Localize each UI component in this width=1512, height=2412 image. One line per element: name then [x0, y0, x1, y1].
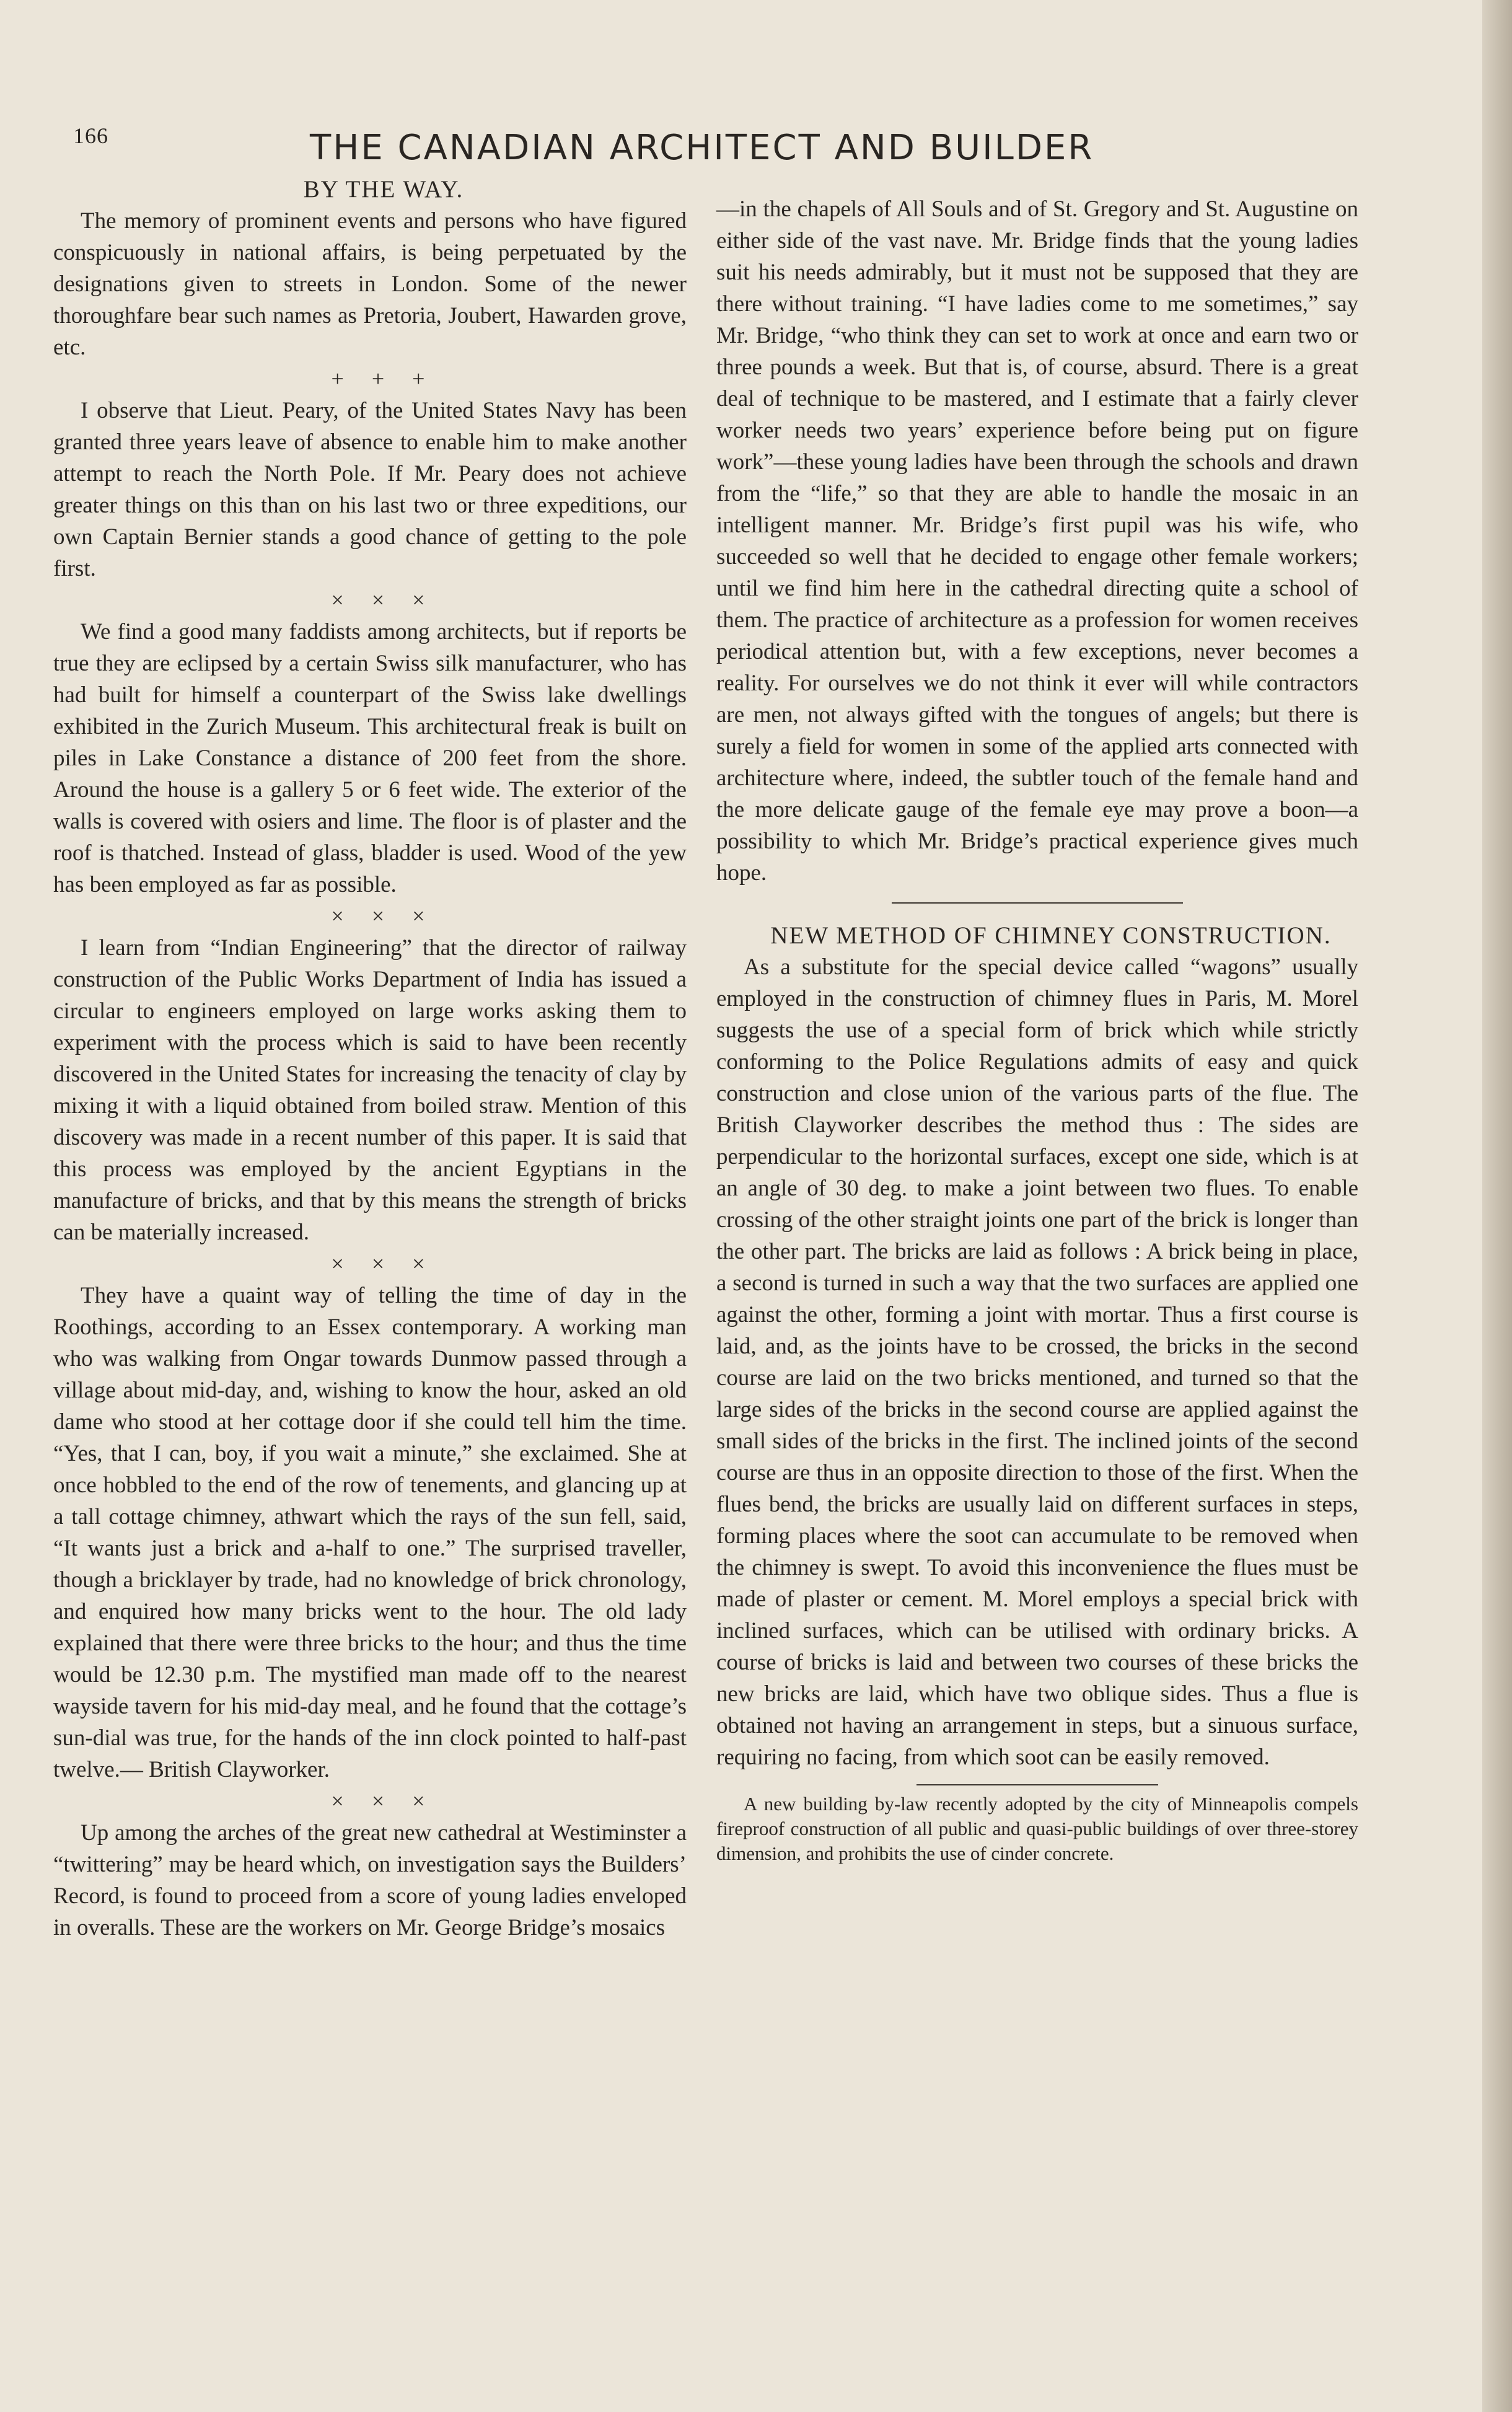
column-rule [916, 1784, 1158, 1785]
section-separator: × × × [331, 588, 436, 612]
article-body-chimney-construction: As a substitute for the special device called “wagons” usually employed in the construction of chimney flues in Paris, M. Morel suggests the use of a special form of brick which while strictly conforming to the Police Regulations admits of easy and quick construction and close union of the various parts of the flue. The British Clayworker describes the method thus : The sides are perpendicular to the horizontal surfaces, except one side, which is at an angle of 30 deg. to make a joint between two flues. To enable crossing of the other straight joints one part of the brick is longer than the other part. The bricks are laid as follows : A brick being in place, a second is turned in such a way that the two surfaces are applied one against the other, forming a joint with mortar. Thus a first course is laid, and, as the joints have to be crossed, the bricks in the second course are laid on the two bricks mentioned, and turned so that the large sides of the bricks in the second course are applied against the small sides of the bricks in the first. The inclined joints of the second course are thus in an opposite direction to those of the first. When the flues bend, the bricks are usually laid on different surfaces in steps, forming places where the soot can accumulate to be removed when the chimney is swept. To avoid this inconvenience the flues must be made of plaster or cement. M. Morel employs a special brick with inclined surfaces, which can be utilised with ordinary bricks. A course of bricks is laid and between two courses of these bricks the new bricks are laid, which have two oblique sides. Thus a flue is obtained not having an arrangement in steps, but a sinuous surface, requiring no facing, from which soot can be easily removed. [716, 954, 1358, 1770]
paragraph-indian-engineering: I learn from “Indian Engineering” that the director of railway construction of the Public Works Department of India has issued a circular to engineers employed on large works asking them to experiment with the process which is said to have been recently discovered in the United States for increasing the tenacity of clay by mixing it with a liquid obtained from boiled straw. Mention of this discovery was made in a recent number of this paper. It is said that this process was employed by the ancient Egyptians in the manufacture of bricks, and that by this means the strength of bricks can be materially increased. [53, 935, 687, 1245]
paragraph-brick-sundial: They have a quaint way of telling the time of day in the Roothings, according to an Essex contemporary. A working man who was walking from Ongar towards Dunmow passed through a village about mid-day, and, wishing to know the hour, asked an old dame who stood at her cottage door if she could tell him the time. “Yes, that I can, boy, if you wait a minute,” she exclaimed. She at once hobbled to the end of the row of tenements, and glancing up at a tall cottage chimney, athwart which the rays of the sun fell, said, “It wants just a brick and a-half to one.” The surprised traveller, though a bricklayer by trade, had no knowledge of brick chronology, and enquired how many bricks went to the hour. The old lady explained that there were three bricks to the hour; and thus the time would be 12.30 p.m. The mystified man made off to the nearest wayside tavern for his mid-day meal, and he found that the cottage’s sun-dial was true, for the hands of the inn clock pointed to half-past twelve.— British Clayworker. [53, 1283, 687, 1782]
paragraph-cathedral-mosaics: Up among the arches of the great new cathedral at Westiminster a “twittering” may be heard which, on investigation says the Builders’ Record, is found to proceed from a score of young ladies enveloped in overalls. These are the workers on Mr. George Bridge’s mosaics [53, 1820, 687, 1940]
paragraph-mosaics-continued: —in the chapels of All Souls and of St. Gregory and St. Augustine on either side of the vast nave. Mr. Bridge finds that the young ladies suit his needs admirably, but it must not be supposed that they are there without training. “I have ladies come to me sometimes,” say Mr. Bridge, “who think they can set to work at once and earn two or three pounds a week. But that is, of course, absurd. There is a great deal of technique to be mastered, and I estimate that a fairly clever worker needs two years’ experience before being put on figure work”—these young ladies have been through the schools and drawn from the “life,” so that they are able to handle the mosaic in an intelligent manner. Mr. Bridge’s first pupil was his wife, who succeeded so well that he decided to engage other female workers; until we find him here in the cathedral directing quite a school of them. The practice of architecture as a profession for women receives periodical attention but, with a few exceptions, never becomes a reality. For ourselves we do not think it ever will while contractors are men, not always gifted with the tongues of angels; but there is surely a field for women in some of the applied arts connected with architecture where, indeed, the subtler touch of the female hand and the more delicate gauge of the female eye may prove a boon—a possibility to which Mr. Bridge’s practical experience gives much hope. [716, 196, 1358, 886]
section-separator: × × × [331, 1251, 436, 1276]
section-heading-by-the-way: BY THE WAY. [303, 176, 464, 203]
left-column [53, 174, 687, 1943]
note-minneapolis-bylaw: A new building by-law recently adopted by the city of Minneapolis compels fireproof construction of all public and quasi-public buildings of over three-storey dimension, and prohibits the use of cinder concrete. [716, 1793, 1358, 1864]
paragraph-peary: I observe that Lieut. Peary, of the United States Navy has been granted three years leave of absence to enable him to make another attempt to reach the North Pole. If Mr. Peary does not achieve greater things on this than on his last two or three expeditions, our own Captain Bernier stands a good chance of getting to the pole first. [53, 398, 687, 581]
right-column [716, 193, 1358, 1866]
publication-title: THE CANADIAN ARCHITECT AND BUILDER [310, 128, 1094, 168]
section-separator: × × × [331, 904, 436, 928]
article-heading-chimney-construction: NEW METHOD OF CHIMNEY CONSTRUCTION. [770, 922, 1332, 949]
section-separator: × × × [331, 1789, 436, 1813]
column-rule [892, 902, 1183, 904]
section-separator: + + + [331, 366, 436, 391]
paragraph-swiss-lake-dwelling: We find a good many faddists among architects, but if reports be true they are eclipsed by a certain Swiss silk manufacturer, who has had built for himself a counterpart of the Swiss lake dwellings exhibited in the Zurich Museum. This architectural freak is built on piles in Lake Constance a distance of 200 feet from the shore. Around the house is a gallery 5 or 6 feet wide. The exterior of the walls is covered with osiers and lime. The floor is of plaster and the roof is thatched. Instead of glass, bladder is used. Wood of the yew has been employed as far as possible. [53, 619, 687, 897]
page-number: 166 [73, 123, 108, 148]
paragraph-street-names: The memory of prominent events and persons who have figured conspicuously in national affairs, is being perpetuated by the designations given to streets in London. Some of the newer thoroughfare bear such names as Pretoria, Joubert, Hawarden grove, etc. [53, 208, 687, 360]
page-binding-edge [1482, 0, 1512, 2412]
